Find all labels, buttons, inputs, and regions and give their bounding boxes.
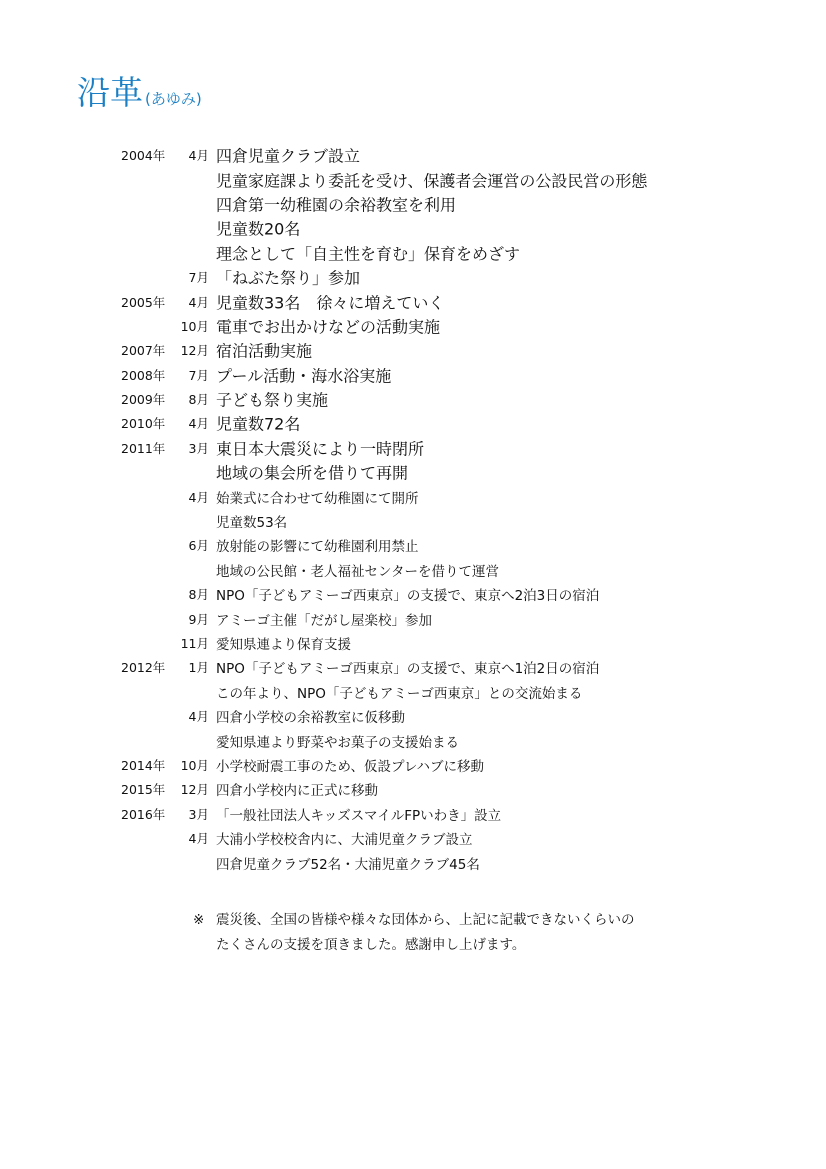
history-text: 地域の公民館・老人福祉センターを借りて運営	[216, 563, 499, 580]
history-row	[0, 680, 826, 704]
history-text: 四倉小学校内に正式に移動	[216, 783, 378, 800]
history-month: 12月	[180, 343, 209, 359]
history-text: 四倉児童クラブ設立	[216, 146, 361, 166]
history-row	[0, 631, 826, 655]
history-row	[0, 826, 826, 850]
history-text: 児童数53名	[216, 515, 288, 532]
history-text: 東日本大震災により一時閉所	[216, 439, 425, 459]
history-year: 2008年	[121, 367, 166, 383]
history-row	[0, 314, 826, 338]
history-row	[0, 777, 826, 801]
history-row	[0, 655, 826, 679]
history-month: 4月	[188, 709, 209, 725]
history-text: 四倉児童クラブ52名・大浦児童クラブ45名	[216, 856, 480, 873]
history-row	[0, 582, 826, 606]
history-month: 3月	[188, 806, 209, 822]
history-text: 理念として「自主性を育む」保育をめざす	[216, 244, 521, 264]
history-year: 2016年	[121, 806, 166, 822]
history-text: 大浦小学校校舎内に、大浦児童クラブ設立	[216, 832, 473, 849]
history-year: 2010年	[121, 416, 166, 432]
history-row	[0, 216, 826, 240]
title-main: 沿革	[77, 73, 143, 112]
history-row	[0, 143, 826, 167]
history-text: 愛知県連より保育支援	[216, 637, 351, 653]
history-row	[0, 484, 826, 508]
history-row	[0, 802, 826, 826]
history-text: 「一般社団法人キッズスマイルFPいわき」設立	[216, 807, 502, 824]
note-line: 震災後、全国の皆様や様々な団体から、上記に記載できないくらいの	[216, 912, 635, 928]
history-month: 7月	[188, 270, 209, 286]
history-row	[0, 192, 826, 216]
history-text: プール活動・海水浴実施	[216, 366, 392, 386]
history-row	[0, 363, 826, 387]
history-year: 2005年	[121, 294, 166, 310]
history-text: 宿泊活動実施	[216, 341, 313, 361]
history-text: 小学校耐震工事のため、仮設プレハブに移動	[216, 758, 484, 775]
footnote	[193, 908, 635, 957]
history-text: 地域の集会所を借りて再開	[216, 463, 409, 483]
history-month: 12月	[180, 782, 209, 798]
history-month: 7月	[188, 367, 209, 383]
history-text: 放射能の影響にて幼稚園利用禁止	[216, 539, 419, 556]
history-year: 2012年	[121, 660, 166, 676]
history-row	[0, 509, 826, 533]
history-text: 「ねぶた祭り」参加	[216, 268, 361, 288]
history-month: 4月	[188, 416, 209, 432]
history-month: 4月	[188, 489, 209, 505]
history-month: 9月	[188, 611, 209, 627]
history-row	[0, 558, 826, 582]
history-year: 2011年	[121, 440, 166, 456]
history-text: 児童数72名	[216, 414, 301, 434]
history-month: 4月	[188, 148, 209, 164]
history-month: 10月	[180, 757, 209, 773]
history-row	[0, 241, 826, 265]
history-text: 愛知県連より野菜やお菓子の支援始まる	[216, 734, 459, 751]
title-subtitle: (あゆみ)	[145, 90, 202, 108]
history-row	[0, 387, 826, 411]
history-row	[0, 533, 826, 557]
page-title	[77, 73, 202, 119]
history-row	[0, 753, 826, 777]
history-text: 始業式に合わせて幼稚園にて開所	[216, 490, 419, 507]
history-row	[0, 704, 826, 728]
history-text: 児童数20名	[216, 219, 301, 239]
history-row	[0, 289, 826, 313]
history-list	[0, 143, 826, 875]
history-row	[0, 436, 826, 460]
history-month: 6月	[188, 538, 209, 554]
history-row	[0, 265, 826, 289]
history-month: 4月	[188, 831, 209, 847]
history-month: 1月	[188, 660, 209, 676]
history-year: 2014年	[121, 757, 166, 773]
history-year: 2004年	[121, 148, 166, 164]
history-row	[0, 338, 826, 362]
history-text: アミーゴ主催「だがし屋楽校」参加	[216, 612, 432, 629]
history-text: 四倉第一幼稚園の余裕教室を利用	[216, 195, 457, 215]
history-text: 子ども祭り実施	[216, 390, 329, 410]
history-year: 2007年	[121, 343, 166, 359]
history-text: 児童家庭課より委託を受け、保護者会運営の公設民営の形態	[216, 171, 648, 191]
history-year: 2009年	[121, 392, 166, 408]
history-row	[0, 167, 826, 191]
history-month: 10月	[180, 318, 209, 334]
history-row	[0, 606, 826, 630]
history-month: 8月	[188, 392, 209, 408]
history-month: 4月	[188, 294, 209, 310]
history-text: この年より、NPO「子どもアミーゴ西東京」との交流始まる	[216, 685, 583, 702]
history-row	[0, 850, 826, 874]
history-text: NPO「子どもアミーゴ西東京」の支援で、東京へ1泊2日の宿泊	[216, 661, 600, 678]
history-month: 8月	[188, 587, 209, 603]
note-line: たくさんの支援を頂きました。感謝申し上げます。	[216, 936, 526, 953]
note-mark: ※	[193, 912, 205, 928]
history-month: 3月	[188, 440, 209, 456]
history-year: 2015年	[121, 782, 166, 798]
history-row	[0, 411, 826, 435]
history-month: 11月	[180, 636, 209, 651]
history-text: 児童数33名 徐々に増えていく	[216, 293, 445, 313]
history-row	[0, 728, 826, 752]
history-text: NPO「子どもアミーゴ西東京」の支援で、東京へ2泊3日の宿泊	[216, 588, 600, 605]
history-text: 四倉小学校の余裕教室に仮移動	[216, 710, 405, 727]
history-text: 電車でお出かけなどの活動実施	[216, 317, 441, 337]
history-row	[0, 460, 826, 484]
